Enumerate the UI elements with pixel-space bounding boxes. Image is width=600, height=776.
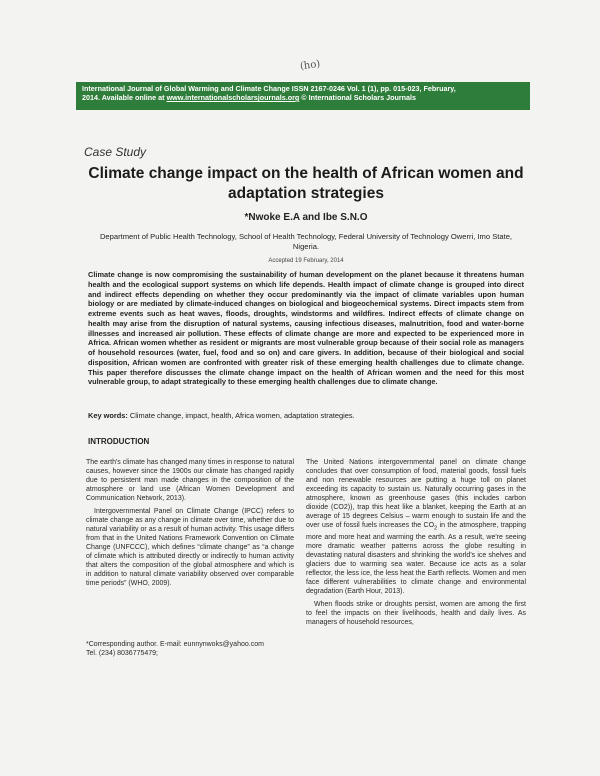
footnote-email: *Corresponding author. E-mail: eunnynwoks@yahoo.com [86,641,264,648]
abstract: Climate change is now compromising the sustainability of human development on the planet because it threatens human health and the ecological support systems on which life depends. Health impact of climate change is grouped into direct and indirect effects depending on whether they occur predominantly via the impact of climate variables upon human biology or are mediated by climate-induced changes on biological and biogeochemical systems. Direct impacts stem from extreme events such as heat waves, floods, droughts, windstorms and wildfires. Indirect effects of climate change on health may arise from the disruption of natural systems, causing infectious diseases, malnutrition, food and water-borne illnesses and increased air pollution. These effects of climate change are more and expected to be experienced more in Africa. African women whether as resident or migrants are most vulnerable group because of their social role as managers of household resources (water, fuel, food and so on) and care givers. In addition, because of their biological and social disposition, African women are confronted with greater risk of these emerging health challenges due to climate change. This paper therefore discusses the climate change impact on the health of African women and the need for this most vulnerable group, to adapt strategically to these emerging health challenges due to climate change. [88,270,524,387]
accepted-date: Accepted 19 February, 2014 [268,258,344,264]
journal-copyright: © International Scholars Journals [299,93,417,102]
article-title: Climate change impact on the health of African women and adaptation strategies [88,165,524,203]
intro-paragraph-1: The earth's climate has changed many times in response to natural causes, however since the 1900s our climate has changed rapidly due to persistent man made changes in the composition of the atmosphere or land use (African Women Development and Communication Network, 2013). [86,459,294,503]
article-type: Case Study [84,145,147,159]
paragraph-3-part-1: The United Nations intergovernmental panel on climate change concludes that over consumption of food, material goods, fossil fuels and non renewable resources are putting a huge toll on planet exceeding its capacity to sustain us. Naturally occurring gases in the atmosphere, known as greenhouse gases (this includes carbon dioxide (CO2)), trap this heat like a blanket, keeping the Earth at an average of 15 degrees Celsius – warm enough to sustain life and the over use of fossil fuels increases the CO [306,459,526,530]
journal-citation: International Journal of Global Warming and Climate Change ISSN 2167-0246 Vol. 1 (1), pp. 015-023, February, [82,84,456,93]
journal-availability: 2014. Available online at [82,93,167,102]
keywords-list: Climate change, impact, health, Africa women, adaptation strategies. [127,411,355,420]
corresponding-author-footnote [86,640,294,658]
handwritten-mark: (ho) [299,58,321,73]
footnote-phone: Tel. (234) 8036775479; [86,650,158,658]
keywords [88,411,524,421]
section-heading-introduction: INTRODUCTION [88,437,150,446]
paragraph-3-part-2: in the atmosphere, trapping more and more heat and warming the earth. As a result, we're seeing more dramatic weather patterns across the globe resulting in devastating natural disasters and shrinking the world's ice shelves and glaciers due to warming sea water. Because ice acts as a solar reflector, the less ice, the less heat the Earth reflects. Women and men face different vulnerabilities to climate change and environmental degradation (Earth Hour, 2013). [306,522,526,596]
author-affiliation: Department of Public Health Technology, School of Health Technology, Federal University of Technology Owerri, Imo State, Nigeria. [99,232,513,251]
journal-website-link[interactable]: www.internationalscholarsjournals.org [166,93,300,102]
keywords-label: Key words: [88,411,128,420]
intro-paragraph-3 [306,458,526,596]
intro-paragraph-2: Intergovernmental Panel on Climate Change (IPCC) refers to climate change as any change in climate over time, whether due to natural variability or as a result of human activity. This usage differs from that in the United Nations Framework Convention on Climate Change (UNFCCC), which defines “climate change” as “a change of climate which is attributed directly or indirectly to human activity that alters the composition of the global atmosphere and which is in addition to natural climate variability observed over comparable time periods” (WHO, 2009). [86,508,294,588]
intro-paragraph-4: When floods strike or droughts persist, women are among the first to feel the impacts on their livelihoods, health and daily lives. As managers of household resources, [306,601,526,627]
co2-subscript: 2 [434,525,438,532]
journal-header-bar [76,82,530,110]
article-authors: *Nwoke E.A and Ibe S.N.O [244,212,368,223]
left-column [86,458,294,592]
right-column [306,458,526,631]
